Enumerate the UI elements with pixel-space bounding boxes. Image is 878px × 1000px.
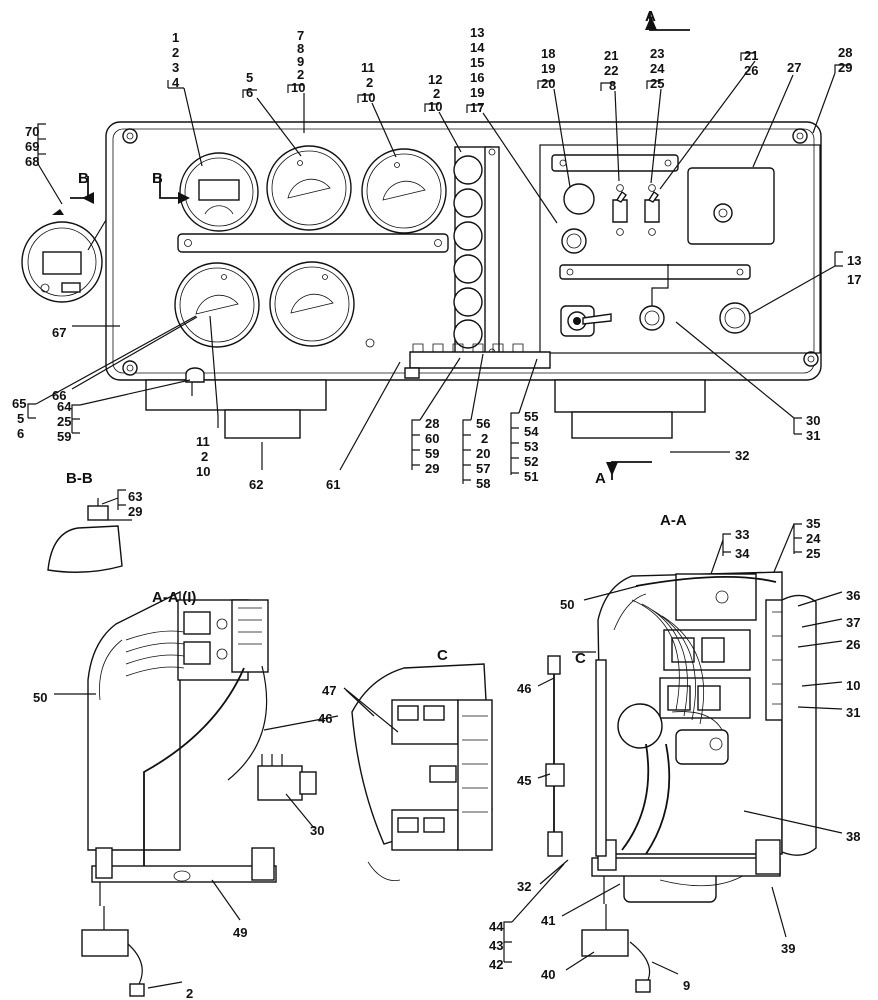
callout-c-57: 57 [476, 461, 491, 476]
callout-c-4: 4 [172, 75, 180, 90]
callout-c-19b: 19 [541, 61, 556, 76]
callout-c-55: 55 [524, 409, 539, 424]
callout-c-60: 60 [425, 431, 440, 446]
callout-c-38: 38 [846, 829, 861, 844]
callout-c-39: 39 [781, 941, 796, 956]
callout-c-12: 12 [428, 72, 443, 87]
callout-c-40: 40 [541, 967, 556, 982]
callout-c-10e: 10 [846, 678, 861, 693]
callout-c-2d: 2 [433, 86, 441, 101]
callout-c-21b: 21 [744, 48, 759, 63]
callout-c-26b: 26 [846, 637, 861, 652]
callout-c-28b: 28 [425, 416, 440, 431]
callout-c-41: 41 [541, 913, 556, 928]
callout-c-6b: 6 [17, 426, 25, 441]
callout-c-5: 5 [246, 70, 254, 85]
callout-c-24b: 24 [806, 531, 821, 546]
callout-c-32b: 32 [517, 879, 532, 894]
cut-marker-cut-b-right: B [152, 170, 163, 187]
callout-c-2b: 2 [297, 67, 305, 82]
callout-c-36: 36 [846, 588, 861, 603]
callout-c-25b: 25 [57, 414, 72, 429]
callout-c-21: 21 [604, 48, 619, 63]
callout-c-44: 44 [489, 919, 504, 934]
callout-c-32: 32 [735, 448, 750, 463]
callout-c-9b: 9 [683, 978, 691, 993]
callout-c-11: 11 [361, 60, 375, 75]
callout-c-50b: 50 [33, 690, 48, 705]
callout-c-14: 14 [470, 40, 485, 55]
section-label-sec-c: C [437, 647, 448, 664]
callout-c-2c: 2 [366, 75, 374, 90]
callout-c-33: 33 [735, 527, 750, 542]
callout-c-63: 63 [128, 489, 143, 504]
callout-c-56: 56 [476, 416, 491, 431]
callout-c-10b: 10 [361, 90, 376, 105]
callout-c-62: 62 [249, 477, 264, 492]
callout-c-18: 18 [541, 46, 556, 61]
indicator-lamp-column [454, 147, 499, 357]
callout-c-3: 3 [172, 60, 180, 75]
callout-c-70: 70 [25, 124, 40, 139]
callout-c-11b: 11 [196, 434, 210, 449]
callout-c-31: 31 [806, 428, 821, 443]
callout-c-2g: 2 [186, 986, 194, 1000]
section-label-sec-bb: B-B [66, 470, 93, 487]
callout-c-19: 19 [470, 85, 485, 100]
callout-c-52: 52 [524, 454, 539, 469]
callout-c-23: 23 [650, 46, 665, 61]
callout-c-61: 61 [326, 477, 341, 492]
callout-c-64: 64 [57, 399, 72, 414]
callout-c-27: 27 [787, 60, 802, 75]
detail-bb [48, 490, 132, 572]
callout-c-2e: 2 [201, 449, 209, 464]
callout-c-10d: 10 [196, 464, 211, 479]
callout-c-2: 2 [172, 45, 180, 60]
callout-c-43: 43 [489, 938, 504, 953]
callout-c-13: 13 [470, 25, 485, 40]
detail-aa-left [82, 592, 316, 996]
callout-c-2f: 2 [481, 431, 489, 446]
callout-c-7: 7 [297, 28, 305, 43]
cut-marker-cut-a-top: A [645, 8, 656, 25]
callout-c-26: 26 [744, 63, 759, 78]
callout-c-29b: 29 [425, 461, 440, 476]
detail-c [346, 664, 492, 881]
callout-c-69: 69 [25, 139, 40, 154]
callout-c-16: 16 [470, 70, 485, 85]
cut-marker-cut-c-left: C [575, 650, 586, 667]
callout-c-42: 42 [489, 957, 504, 972]
callout-c-67: 67 [52, 325, 67, 340]
callout-c-24: 24 [650, 61, 665, 76]
callout-c-17b: 17 [847, 272, 862, 287]
left-round-instrument [22, 209, 106, 302]
callout-c-9: 9 [297, 54, 305, 69]
callout-c-25: 25 [650, 76, 665, 91]
callout-c-17: 17 [470, 100, 485, 115]
section-label-sec-aa2: A-A [660, 512, 687, 529]
callout-c-45: 45 [517, 773, 532, 788]
callout-c-20b: 20 [476, 446, 491, 461]
callout-c-10: 10 [291, 80, 306, 95]
callout-c-25c: 25 [806, 546, 821, 561]
detail-aa-right [546, 572, 816, 992]
cut-marker-cut-a-bottom: A [595, 470, 606, 487]
callout-c-54: 54 [524, 424, 539, 439]
callout-c-20: 20 [541, 76, 556, 91]
callout-c-47: 47 [322, 683, 337, 698]
callout-c-31b: 31 [846, 705, 861, 720]
section-label-sec-aa1: A-A (I) [152, 589, 197, 606]
callout-c-22: 22 [604, 63, 619, 78]
callout-c-29: 29 [838, 60, 853, 75]
callout-c-65: 65 [12, 396, 27, 411]
callout-c-28: 28 [838, 45, 853, 60]
callout-c-10c: 10 [428, 99, 443, 114]
callout-c-51: 51 [524, 469, 539, 484]
callout-c-15: 15 [470, 55, 485, 70]
callout-c-35: 35 [806, 516, 821, 531]
callout-c-30b: 30 [310, 823, 325, 838]
callout-c-8: 8 [297, 41, 305, 56]
callout-c-59b: 59 [425, 446, 440, 461]
callout-c-58: 58 [476, 476, 491, 491]
callout-c-68: 68 [25, 154, 40, 169]
callout-c-59: 59 [57, 429, 72, 444]
callout-c-46b: 46 [517, 681, 532, 696]
callout-c-5b: 5 [17, 411, 25, 426]
cut-marker-cut-b-left: B [78, 170, 89, 187]
callout-c-50a: 50 [560, 597, 575, 612]
callout-c-49: 49 [233, 925, 248, 940]
callout-c-53: 53 [524, 439, 539, 454]
callout-c-46a: 46 [318, 711, 333, 726]
callout-c-30: 30 [806, 413, 821, 428]
callout-c-37: 37 [846, 615, 861, 630]
callout-c-66: 66 [52, 388, 67, 403]
callout-c-8b: 8 [609, 78, 617, 93]
callout-c-1: 1 [172, 30, 180, 45]
callout-c-13b: 13 [847, 253, 862, 268]
callout-c-6: 6 [246, 85, 254, 100]
callout-c-29c: 29 [128, 504, 143, 519]
callout-c-34: 34 [735, 546, 750, 561]
